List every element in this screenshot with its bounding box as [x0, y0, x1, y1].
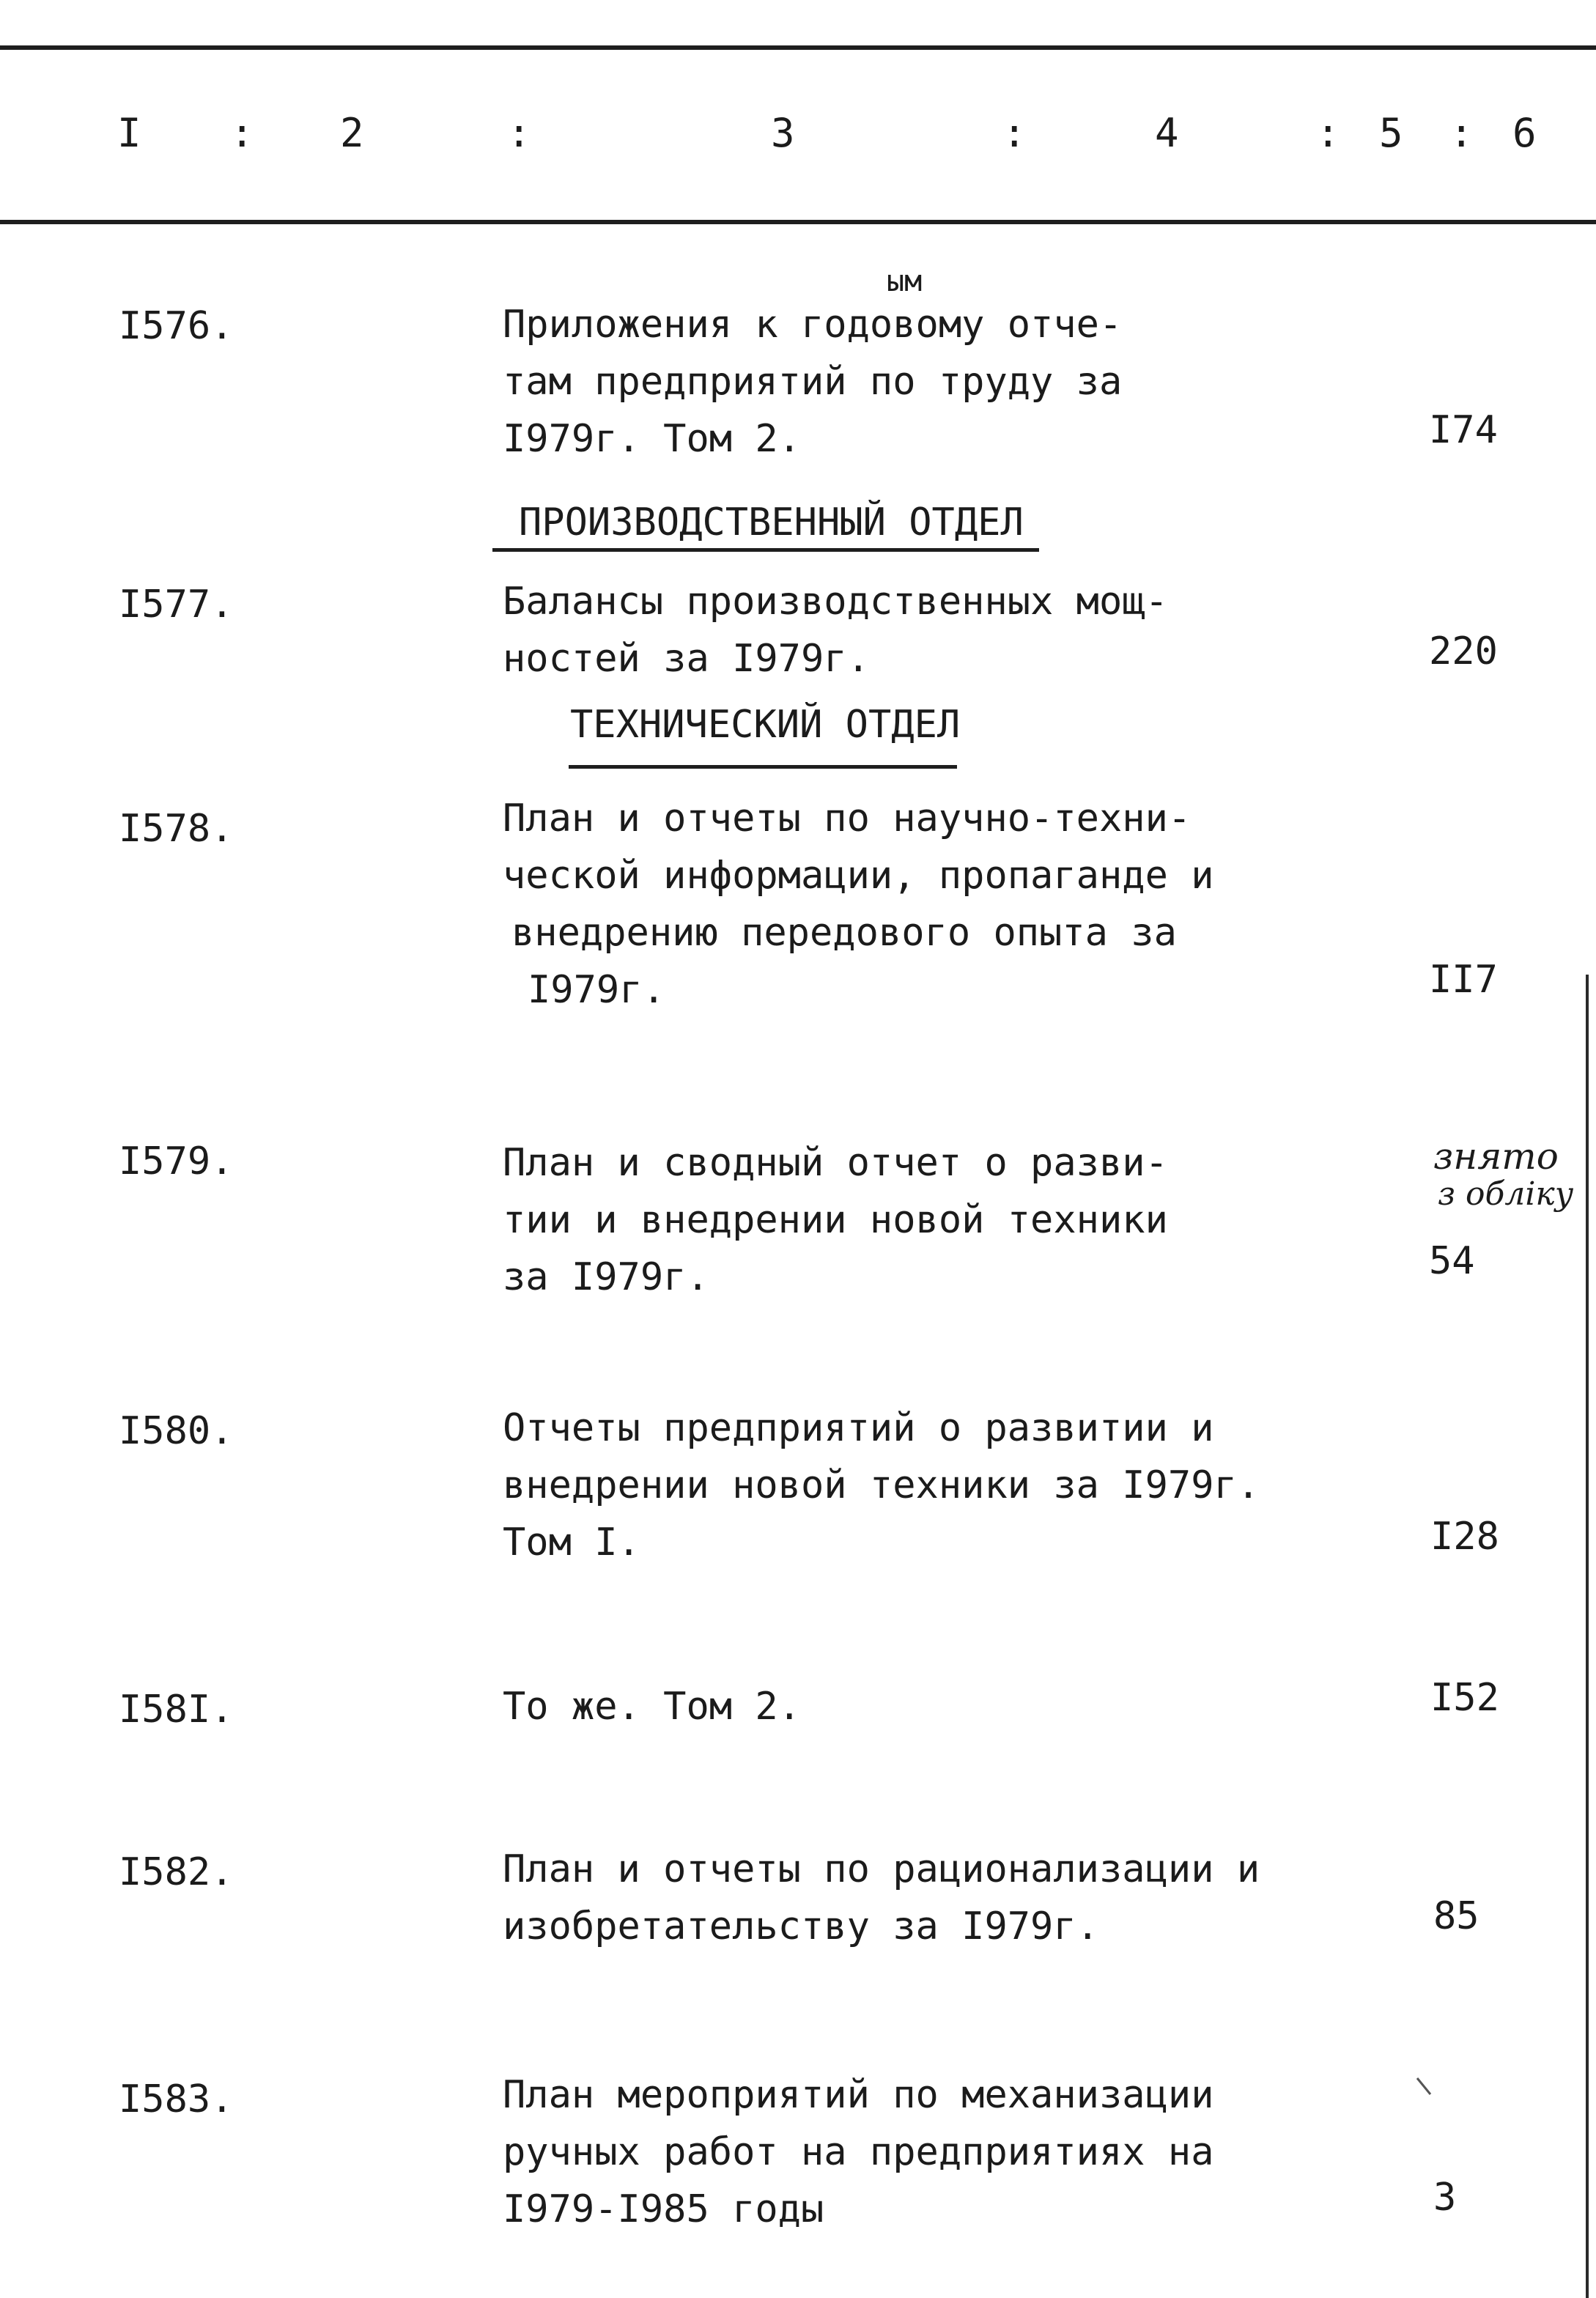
- entry-description: [503, 573, 1168, 687]
- entry-sheet-count: I74: [1429, 408, 1498, 452]
- description-line: План и сводный отчет о разви-: [503, 1141, 1168, 1185]
- description-line: Том I.: [503, 1521, 640, 1564]
- entry-number: I58I.: [119, 1688, 234, 1732]
- description-line: То же. Том 2.: [503, 1685, 801, 1729]
- section-heading-production: ПРОИЗВОДСТВЕННЫЙ ОТДЕЛ: [519, 500, 1024, 544]
- entry-sheet-count: 54: [1429, 1239, 1475, 1283]
- entry-description: [503, 1841, 1260, 1955]
- description-line: там предприятий по труду за: [503, 360, 1123, 404]
- description-line: Приложения к годовому отче-: [503, 303, 1123, 347]
- header-col-3: 3: [771, 110, 795, 156]
- header-separator: :: [1449, 110, 1474, 156]
- entry-number: I578.: [119, 807, 234, 851]
- section-underline: [492, 548, 1039, 552]
- entry-number: I582.: [119, 1850, 234, 1894]
- description-line: ностей за I979г.: [503, 637, 870, 681]
- header-col-4: 4: [1155, 110, 1179, 156]
- entry-sheet-count: I28: [1430, 1515, 1499, 1559]
- description-line: внедрении новой техники за I979г.: [503, 1463, 1260, 1507]
- description-line: изобретательству за I979г.: [503, 1904, 1099, 1948]
- section-underline: [569, 765, 957, 769]
- description-line: Балансы производственных мощ-: [503, 580, 1168, 624]
- section-heading-technical: ТЕХНИЧЕСКИЙ ОТДЕЛ: [570, 703, 961, 747]
- entry-description: [503, 2066, 1214, 2238]
- description-line: ческой информации, пропаганде и: [503, 854, 1214, 898]
- header-separator: :: [230, 110, 254, 156]
- header-col-1: I: [117, 110, 141, 156]
- header-top-rule: [0, 45, 1596, 50]
- header-col-5: 5: [1379, 110, 1403, 156]
- entry-sheet-count: II7: [1429, 958, 1498, 1002]
- description-line: ручных работ на предприятиях на: [503, 2130, 1214, 2174]
- description-line: I979г.: [528, 968, 665, 1012]
- entry-number: I580.: [119, 1409, 234, 1453]
- entry-number: I576.: [119, 304, 234, 348]
- entry-number: I579.: [119, 1139, 234, 1183]
- header-bottom-rule: [0, 220, 1596, 224]
- entry-number: I583.: [119, 2077, 234, 2121]
- header-col-2: 2: [340, 110, 364, 156]
- entry-description: [503, 1134, 1168, 1306]
- entry-number: I577.: [119, 583, 234, 627]
- handwritten-correction: ым: [887, 265, 923, 298]
- description-line: План и отчеты по научно-техни-: [503, 797, 1192, 840]
- header-separator: :: [507, 110, 531, 156]
- entry-description: [503, 1400, 1260, 1571]
- entry-sheet-count: 3: [1433, 2176, 1457, 2220]
- handwritten-note: [1433, 1137, 1573, 1213]
- handnote-line: з обліку: [1438, 1175, 1574, 1213]
- description-line: I979г. Том 2.: [503, 417, 801, 461]
- description-line: за I979г.: [503, 1255, 709, 1299]
- description-line: Отчеты предприятий о развитии и: [503, 1406, 1214, 1450]
- pencil-tick-icon: [1414, 2075, 1444, 2105]
- entry-description: [503, 790, 1214, 1019]
- handnote-line: знято: [1433, 1135, 1559, 1178]
- header-separator: :: [1002, 110, 1027, 156]
- entry-sheet-count: 220: [1429, 629, 1498, 673]
- description-line: внедрению передового опыта за: [511, 911, 1177, 955]
- entry-sheet-count: 85: [1433, 1894, 1479, 1938]
- page-edge-line: [1586, 975, 1589, 2298]
- description-line: I979-I985 годы: [503, 2187, 824, 2231]
- entry-description: [503, 296, 1122, 468]
- description-line: План и отчеты по рационализации и: [503, 1847, 1260, 1891]
- header-separator: :: [1316, 110, 1340, 156]
- header-col-6: 6: [1512, 110, 1537, 156]
- description-line: План мероприятий по механизации: [503, 2073, 1214, 2117]
- entry-sheet-count: I52: [1430, 1676, 1499, 1720]
- entry-description: [503, 1678, 801, 1735]
- description-line: тии и внедрении новой техники: [503, 1198, 1168, 1242]
